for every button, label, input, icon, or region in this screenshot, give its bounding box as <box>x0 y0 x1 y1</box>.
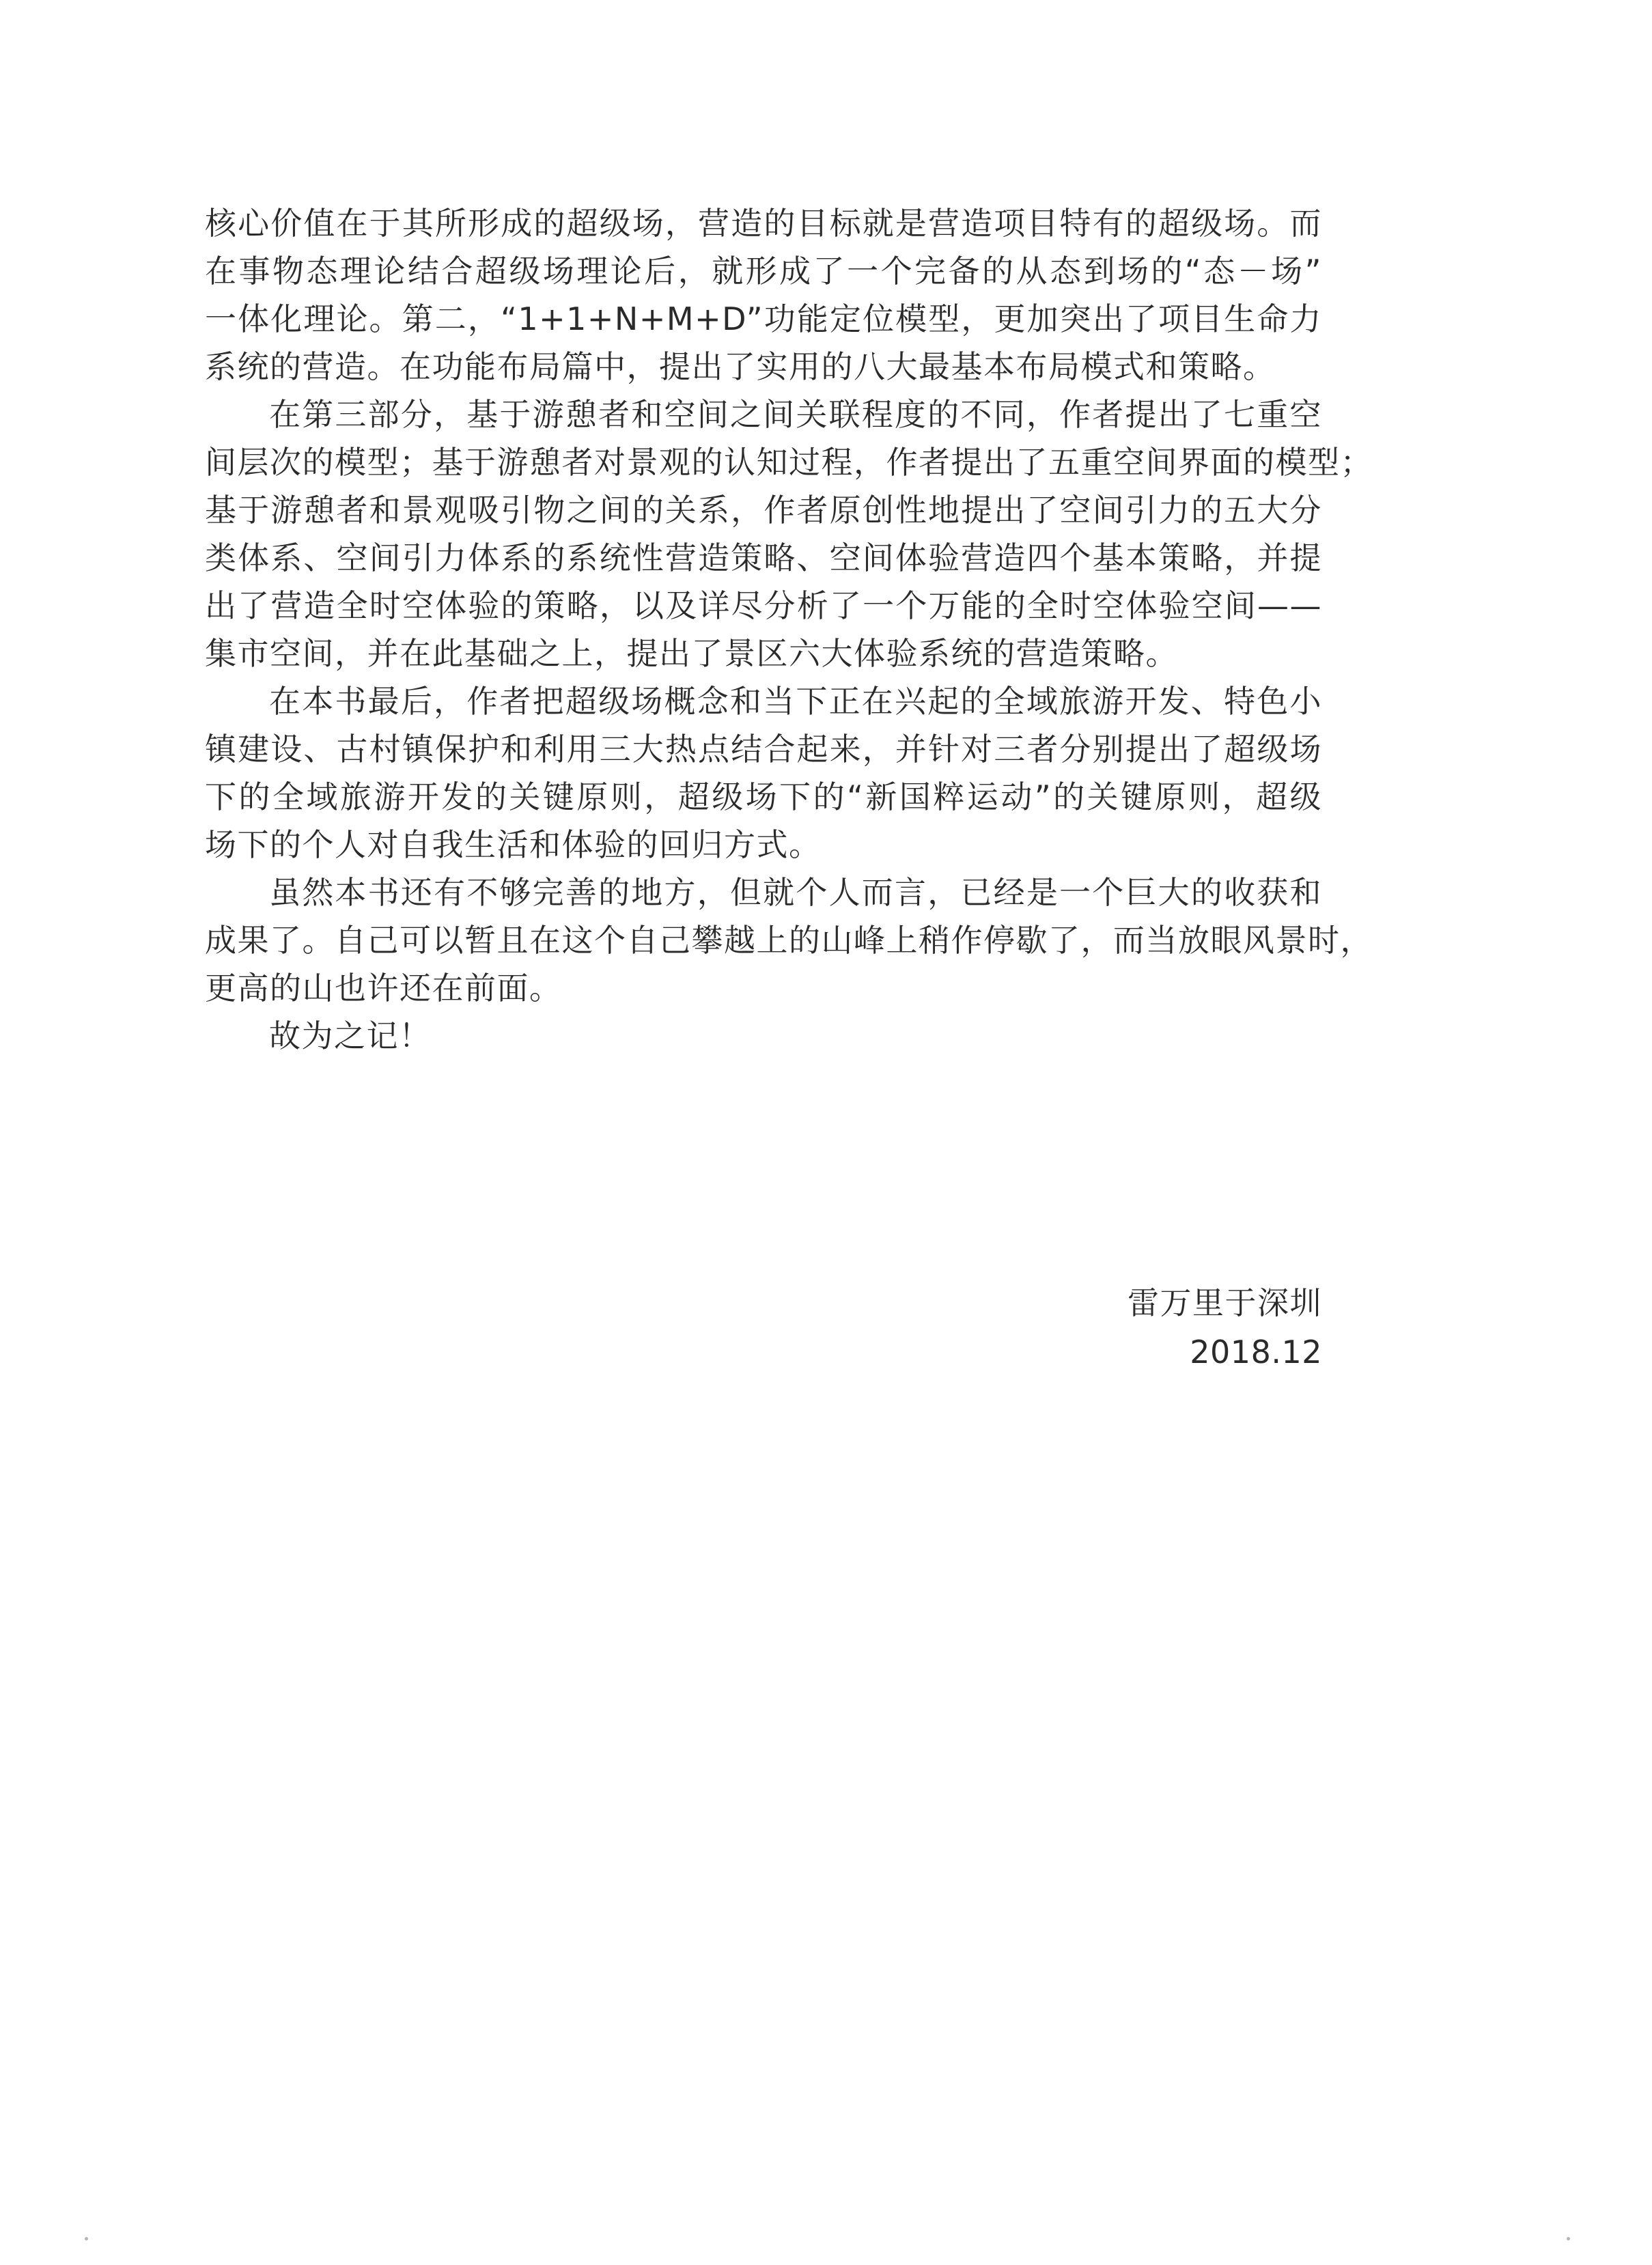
text-line: 下的全域旅游开发的关键原则，超级场下的“新国粹运动”的关键原则，超级 <box>205 778 1322 815</box>
text-line: 在本书最后，作者把超级场概念和当下正在兴起的全域旅游开发、特色小 <box>269 683 1322 720</box>
text-line: 集市空间，并在此基础之上，提出了景区六大体验系统的营造策略。 <box>205 635 1178 672</box>
text-line: 出了营造全时空体验的策略，以及详尽分析了一个万能的全时空体验空间—— <box>205 587 1322 624</box>
text-line: 核心价值在于其所形成的超级场，营造的目标就是营造项目特有的超级场。而 <box>205 205 1322 242</box>
page-body <box>205 199 1373 1060</box>
text-line: 间层次的模型；基于游憩者对景观的认知过程，作者提出了五重空间界面的模型； <box>205 444 1373 481</box>
text-line: 在第三部分，基于游憩者和空间之间关联程度的不同，作者提出了七重空 <box>269 396 1322 433</box>
text-line: 成果了。自己可以暂且在这个自己攀越上的山峰上稍作停歇了，而当放眼风景时， <box>205 922 1373 959</box>
page-corner-mark <box>85 2237 88 2240</box>
text-line: 虽然本书还有不够完善的地方，但就个人而言，已经是一个巨大的收获和 <box>269 874 1322 911</box>
text-line: 一体化理论。第二，“1+1+N+M+D”功能定位模型，更加突出了项目生命力 <box>205 300 1322 337</box>
text-line: 更高的山也许还在前面。 <box>205 970 562 1007</box>
page-corner-mark <box>1567 2237 1570 2240</box>
author-signature: 雷万里于深圳 <box>1128 1284 1322 1321</box>
text-line: 在事物态理论结合超级场理论后，就形成了一个完备的从态到场的“态－场” <box>205 253 1322 290</box>
text-line: 基于游憩者和景观吸引物之间的关系，作者原创性地提出了空间引力的五大分 <box>205 492 1322 529</box>
text-line: 场下的个人对自我生活和体验的回归方式。 <box>205 826 822 863</box>
signature-date: 2018.12 <box>1190 1334 1322 1370</box>
text-line: 镇建设、古村镇保护和利用三大热点结合起来，并针对三者分别提出了超级场 <box>205 731 1322 768</box>
text-line: 类体系、空间引力体系的系统性营造策略、空间体验营造四个基本策略，并提 <box>205 539 1322 576</box>
closing-line: 故为之记！ <box>269 1017 432 1054</box>
text-line: 系统的营造。在功能布局篇中，提出了实用的八大最基本布局模式和策略。 <box>205 348 1276 385</box>
